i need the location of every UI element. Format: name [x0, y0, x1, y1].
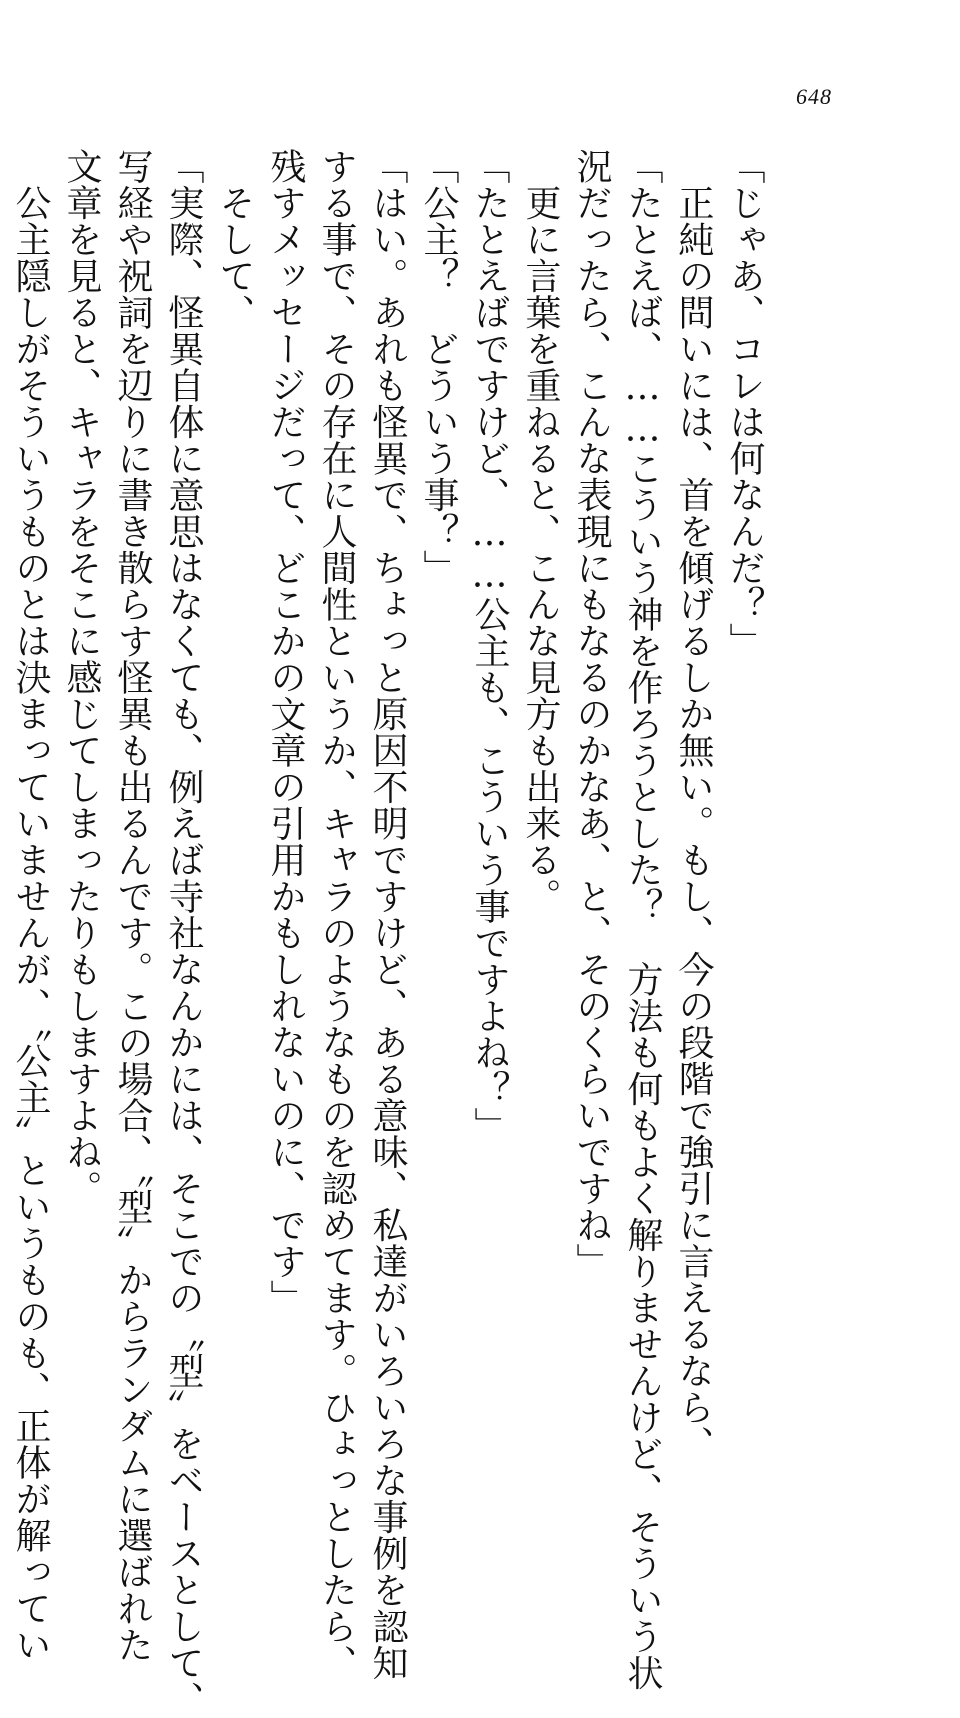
text-line: 「たとえばですけど、……公主も、こういう事ですよね？」	[469, 148, 510, 1144]
text-line: 写経や祝詞を辺りに書き散らす怪異も出るんです。この場合、〝型〟からランダムに選ばれた	[112, 148, 153, 1663]
text-line: 「たとえば、……こういう神を作ろうとした？ 方法も何もよく解りませんけど、そういう状	[622, 148, 663, 1691]
text-line: 況だったら、こんな表現にもなるのかなあ、と、そのくらいですね」	[571, 148, 612, 1280]
text-line: 「じゃあ、コレは何なんだ？」	[724, 148, 765, 659]
page-number: 648	[796, 84, 832, 109]
text-line: そして、	[214, 148, 255, 331]
text-line: 文章を見ると、キャラをそこに感じてしまったりもしますよね。	[61, 148, 102, 1207]
text-line: 残すメッセージだって、どこかの文章の引用かもしれないのに、です」	[265, 148, 306, 1316]
text-line	[0, 148, 5, 1268]
text-line: 正純の問いには、首を傾げるしか無い。もし、今の段階で強引に言えるなら、	[673, 148, 714, 1462]
text-line: 「はい。あれも怪異で、ちょっと原因不明ですけど、ある意味、私達がいろいろな事例を認知	[367, 148, 408, 1681]
text-line: する事で、その存在に人間性というか、キャラのようなものを認めてます。ひょっとしたら、	[316, 148, 357, 1681]
text-line: 公主隠しがそういうものとは決まっていませんが、〝公主〟というものも、正体が解ってい	[10, 148, 51, 1663]
text-line: 「公主？ どういう事？」	[418, 148, 459, 586]
vertical-text-block	[10, 148, 770, 1718]
text-line: 「実際、怪異自体に意思はなくても、例えば寺社なんかには、そこでの〝型〟をベースとして、	[163, 148, 204, 1718]
text-line: 更に言葉を重ねると、こんな見方も出来る。	[520, 148, 561, 915]
